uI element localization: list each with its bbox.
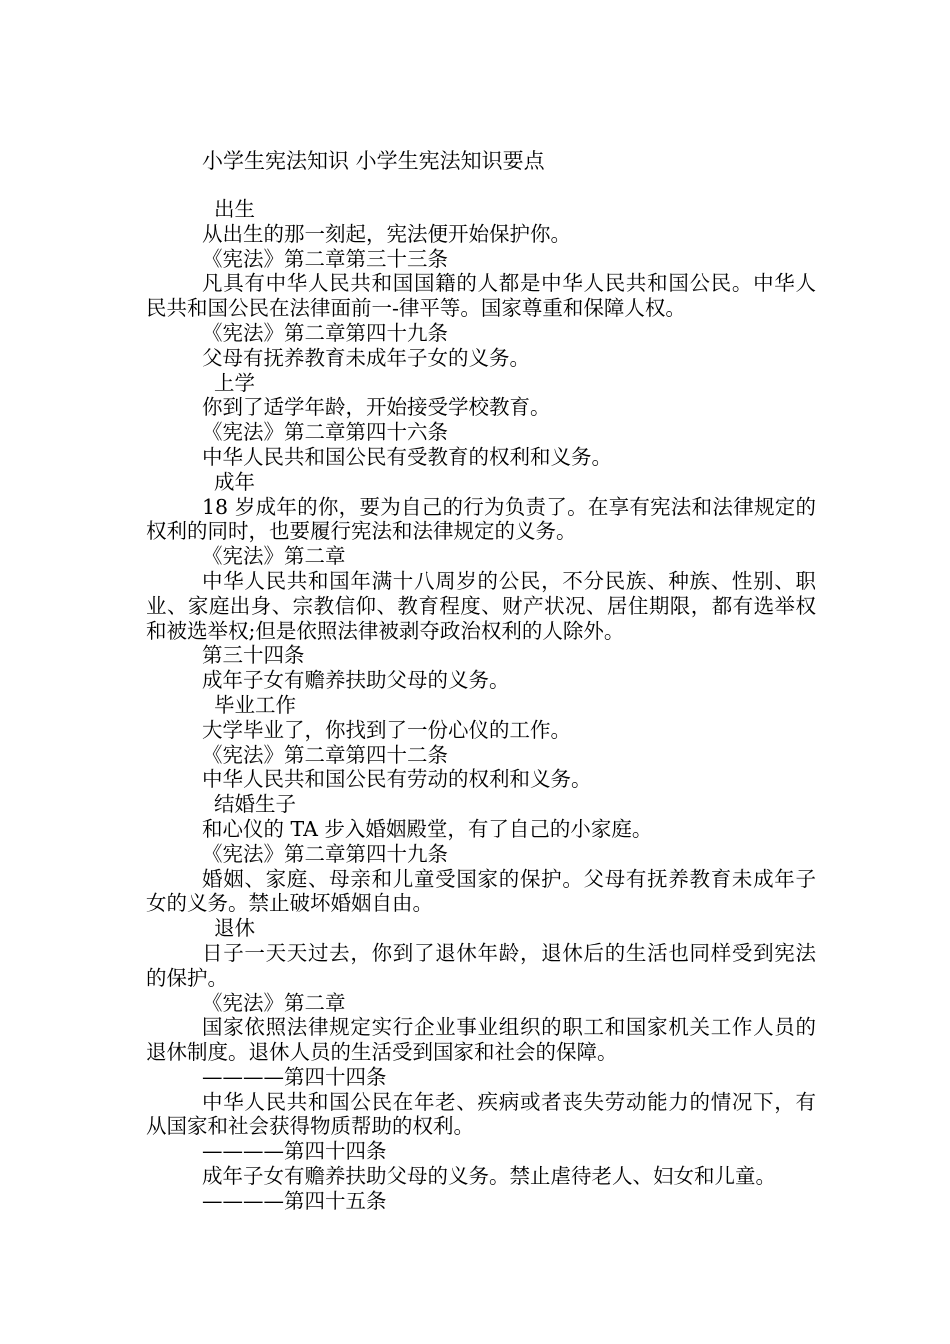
citation-line: 《宪法》第二章 — [202, 544, 346, 569]
citation-line: 《宪法》第二章 — [202, 990, 346, 1015]
body-paragraph: 国家依照法律规定实行企业事业组织的职工和国家机关工作人员的退休制度。退休人员的生活受到国家和社会的保障。 — [146, 1015, 816, 1065]
section-heading-retirement: 退休 — [214, 916, 255, 941]
body-paragraph: 中华人民共和国公民有劳动的权利和义务。 — [202, 767, 592, 792]
citation-line: ————第四十五条 — [202, 1188, 387, 1213]
body-paragraph: 中华人民共和国年满十八周岁的公民，不分民族、种族、性别、职业、家庭出身、宗教信仰、教育程度、财产状况、居住期限，都有选举权和被选举权;但是依照法律被剥夺政治权利的人除外。 — [146, 568, 816, 643]
body-paragraph: 大学毕业了，你找到了一份心仪的工作。 — [202, 717, 571, 742]
body-paragraph: 你到了适学年龄，开始接受学校教育。 — [202, 395, 551, 420]
body-paragraph: 父母有抚养教育未成年子女的义务。 — [202, 345, 530, 370]
citation-line: ————第四十四条 — [202, 1139, 387, 1164]
section-heading-marriage: 结婚生子 — [214, 792, 296, 817]
document-body — [146, 197, 816, 1214]
citation-line: ————第四十四条 — [202, 1064, 387, 1089]
body-paragraph: 成年子女有赡养扶助父母的义务。 — [202, 668, 510, 693]
body-paragraph: 婚姻、家庭、母亲和儿童受国家的保护。父母有抚养教育未成年子女的义务。禁止破坏婚姻自由。 — [146, 866, 816, 916]
citation-line: 第三十四条 — [202, 643, 305, 668]
section-heading-work: 毕业工作 — [214, 692, 296, 717]
body-paragraph: 从出生的那一刻起，宪法便开始保护你。 — [202, 221, 571, 246]
body-paragraph: 日子一天天过去，你到了退休年龄，退休后的生活也同样受到宪法的保护。 — [146, 940, 816, 990]
body-paragraph: 凡具有中华人民共和国国籍的人都是中华人民共和国公民。中华人民共和国公民在法律面前一-律平等。国家尊重和保障人权。 — [146, 271, 816, 321]
section-heading-birth: 出生 — [214, 197, 255, 221]
citation-line: 《宪法》第二章第四十九条 — [202, 320, 448, 345]
citation-line: 《宪法》第二章第四十九条 — [202, 841, 448, 866]
body-paragraph: 中华人民共和国公民在年老、疾病或者丧失劳动能力的情况下，有从国家和社会获得物质帮助的权利。 — [146, 1089, 816, 1139]
section-heading-adulthood: 成年 — [214, 469, 255, 494]
body-paragraph: 18 岁成年的你，要为自己的行为负责了。在享有宪法和法律规定的权利的同时，也要履行宪法和法律规定的义务。 — [146, 494, 816, 544]
body-paragraph: 中华人民共和国公民有受教育的权利和义务。 — [202, 444, 612, 469]
citation-line: 《宪法》第二章第三十三条 — [202, 246, 448, 271]
document-title: 小学生宪法知识 小学生宪法知识要点 — [202, 149, 545, 173]
section-heading-school: 上学 — [214, 370, 255, 395]
body-paragraph: 成年子女有赡养扶助父母的义务。禁止虐待老人、妇女和儿童。 — [202, 1164, 776, 1189]
citation-line: 《宪法》第二章第四十二条 — [202, 742, 448, 767]
body-paragraph: 和心仪的 TA 步入婚姻殿堂，有了自己的小家庭。 — [202, 816, 653, 841]
citation-line: 《宪法》第二章第四十六条 — [202, 420, 448, 445]
